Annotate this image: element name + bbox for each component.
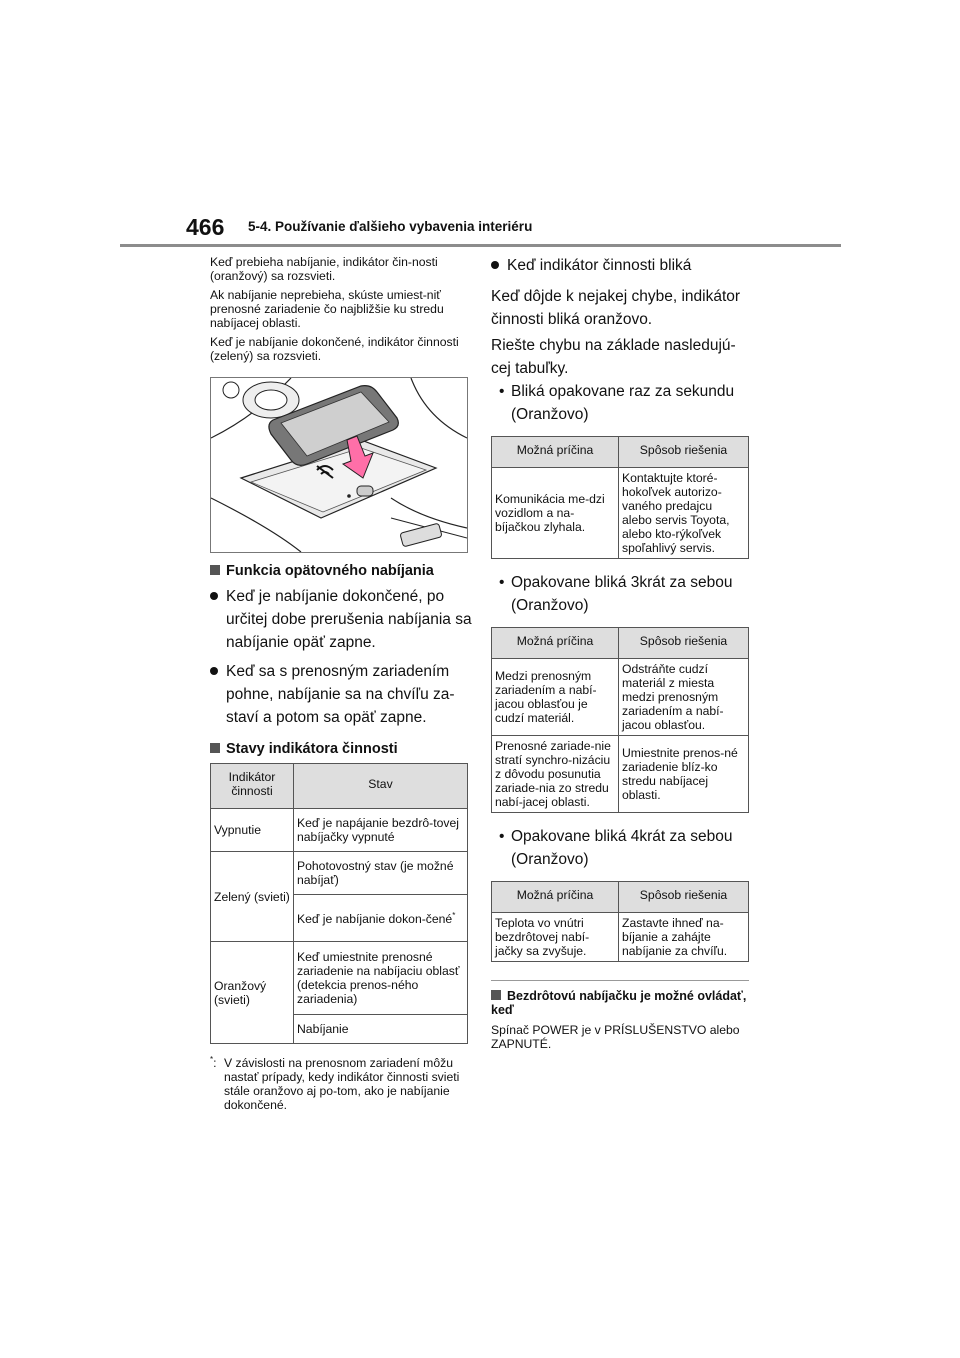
square-bullet-icon — [491, 990, 501, 1000]
error-table-2: Možná príčina Spôsob riešenia Medzi prenosným zariadením a nabí-jacou oblasťou je cudzí materiál. Odstráňte cudzí materiál z miesta medzi prenosným zariadením a nabí-jacou oblasťou. Prenosné zariade-nie stratí synchro-nizáciu z dôvodu posunutia zariade-nia zo stredu nabí-jacej oblasti. Umiestnite prenos-né zariadenie blíz-ko stredu nabíjacej oblasti. — [491, 627, 749, 813]
intro-paragraph-3: Keď je nabíjanie dokončené, indikátor činnosti (zelený) sa rozsvieti. — [210, 335, 459, 363]
section-divider — [491, 980, 749, 981]
indicator-state-table — [210, 763, 468, 1044]
right-column — [491, 254, 753, 1056]
list-item: Keď sa s prenosným zariadením pohne, nabíjanie sa na chvíľu za-staví a potom sa opäť zapne. — [210, 660, 472, 729]
intro-paragraph-2: Ak nabíjanie neprebieha, skúste umiest-niť prenosné zariadenie čo najbližšie ku stredu nabíjacej oblasti. — [210, 288, 444, 330]
case-title-1: • Bliká opakovane raz za sekundu (Oranžovo) — [499, 383, 735, 423]
error-paragraph-2: Riešte chybu na základe nasledujú-cej tabuľky. — [491, 337, 736, 377]
intro-paragraph-1: Keď prebieha nabíjanie, indikátor čin-nosti (oranžový) sa rozsvieti. — [210, 255, 438, 283]
table-row: Komunikácia me-dzi vozidlom a na-bíjačkou zlyhala. Kontaktujte ktoré-hokoľvek autorizo-vaného predajcu alebo servis Toyota, alebo kto-rýkoľvek spoľahlivý servis. — [492, 468, 749, 559]
table-row: Vypnutie Keď je napájanie bezdrô-tovej nabíjačky vypnuté — [211, 809, 468, 852]
table-row: Oranžový (svieti) Keď umiestnite prenosné zariadenie na nabíjaciu oblasť (detekcia prenos-ného zariadenia) — [211, 942, 468, 1015]
error-table-1: Možná príčina Spôsob riešenia Komunikácia me-dzi vozidlom a na-bíjačkou zlyhala. Kontaktujte ktoré-hokoľvek autorizo-vaného predajcu alebo servis Toyota, alebo kto-rýkoľvek spoľahlivý servis. — [491, 436, 749, 559]
left-column — [210, 255, 472, 1112]
list-item: Keď je nabíjanie dokončené, po určitej dobe prerušenia nabíjania sa nabíjanie opäť zapne. — [210, 585, 472, 654]
section-heading-recharge: Funkcia opätovného nabíjania — [210, 561, 472, 581]
square-bullet-icon — [210, 743, 220, 753]
wireless-charger-illustration — [210, 377, 468, 553]
footnote: *: V závislosti na prenosnom zariadení môžu nastať prípady, kedy indikátor činnosti svieti stále oranžovo aj po-tom, ako je nabíjanie dokončené. — [210, 1055, 460, 1112]
charger-drawing — [211, 378, 467, 552]
note-text: Spínač POWER je v PRÍSLUŠENSTVO alebo ZAPNUTÉ. — [491, 1023, 740, 1051]
bullet-dot-icon — [210, 667, 218, 675]
bullet-dot-icon — [491, 261, 499, 269]
case-title-2: • Opakovane bliká 3krát za sebou (Oranžovo) — [499, 574, 733, 614]
note-heading: Bezdrôtovú nabíjačku je možné ovládať, keď — [491, 989, 747, 1017]
section-heading-indicator-states: Stavy indikátora činnosti — [210, 739, 472, 759]
error-paragraph-1: Keď dôjde k nejakej chybe, indikátor činnosti bliká oranžovo. — [491, 288, 741, 328]
error-table-3: Možná príčina Spôsob riešenia Teplota vo vnútri bezdrôtovej nabí-jačky sa zvyšuje. Zastavte ihneď na-bíjanie a zahájte nabíjanie za chvíľu. — [491, 881, 749, 962]
bullet-dot-icon — [210, 592, 218, 600]
page-number: 466 — [186, 214, 225, 240]
table-row: Nabíjanie — [211, 1015, 468, 1044]
table-row: Prenosné zariade-nie stratí synchro-nizáciu z dôvodu posunutia zariade-nia zo stredu nabí-jacej oblasti. Umiestnite prenos-né zariadenie blíz-ko stredu nabíjacej oblasti. — [492, 736, 749, 813]
blinking-heading: Keď indikátor činnosti bliká — [491, 254, 753, 277]
case-title-3: • Opakovane bliká 4krát za sebou (Oranžovo) — [499, 828, 733, 868]
table-row: Keď je nabíjanie dokon-čené* — [211, 895, 468, 942]
table-row: Zelený (svieti) Pohotovostný stav (je možné nabíjať) — [211, 852, 468, 895]
table-header-state: Stav — [294, 764, 468, 809]
chapter-title: 5-4. Používanie ďalšieho vybavenia interiéru — [248, 219, 533, 234]
table-row: Teplota vo vnútri bezdrôtovej nabí-jačky sa zvyšuje. Zastavte ihneď na-bíjanie a zahájte nabíjanie za chvíľu. — [492, 913, 749, 962]
table-header-indicator: Indikátor činnosti — [211, 764, 294, 809]
table-row: Medzi prenosným zariadením a nabí-jacou oblasťou je cudzí materiál. Odstráňte cudzí materiál z miesta medzi prenosným zariadením a nabí-jacou oblasťou. — [492, 659, 749, 736]
square-bullet-icon — [210, 565, 220, 575]
header-rule — [120, 244, 841, 247]
